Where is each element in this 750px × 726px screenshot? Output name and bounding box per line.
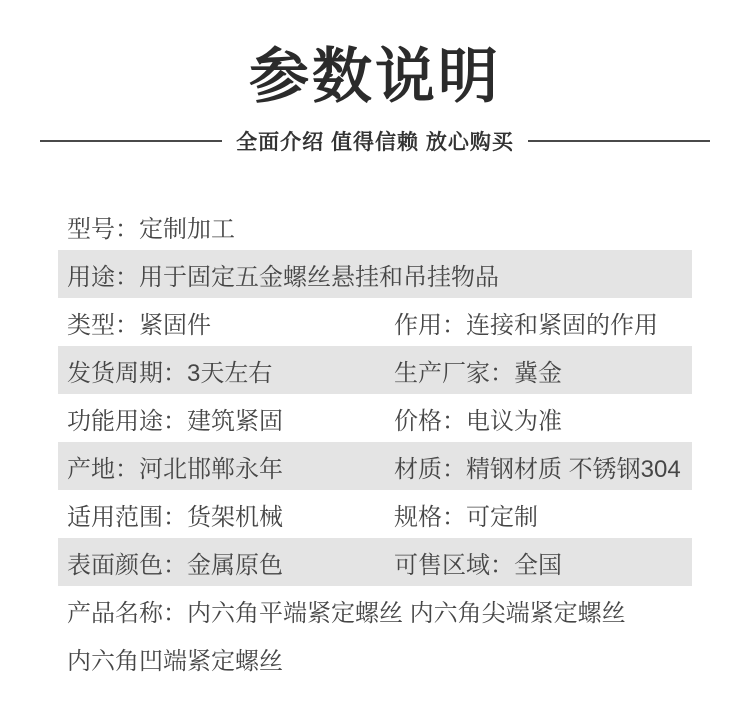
spec-row-delivery-manufacturer (58, 346, 692, 394)
subtitle-text: 全面介绍 值得信赖 放心购买 (236, 131, 514, 154)
page-title: 参数说明 (249, 43, 501, 110)
spec-row-product-name-cont (58, 634, 692, 682)
spec-label: 类型： (67, 311, 139, 339)
spec-value: 精钢材质 不锈钢304 (466, 455, 681, 483)
spec-label: 生产厂家： (394, 359, 514, 387)
spec-row-product-name (58, 586, 692, 634)
spec-label: 发货周期： (67, 359, 187, 387)
spec-cell-sale-region (385, 545, 692, 580)
spec-row-purpose-price (58, 394, 692, 442)
subtitle-left-rule (40, 140, 222, 142)
spec-label: 型号： (67, 215, 139, 243)
spec-cell-manufacturer (385, 353, 692, 388)
spec-cell-type (58, 305, 385, 340)
spec-label: 产地： (67, 455, 139, 483)
spec-label: 用途： (67, 263, 139, 291)
spec-cell-function (385, 305, 692, 340)
spec-cell-product-name-cont (58, 641, 692, 676)
spec-value: 定制加工 (139, 215, 235, 243)
spec-value: 连接和紧固的作用 (466, 311, 658, 339)
spec-table (58, 202, 692, 682)
spec-label: 产品名称： (67, 599, 187, 627)
spec-label: 表面颜色： (67, 551, 187, 579)
spec-cell-price (385, 401, 692, 436)
spec-row-type-function (58, 298, 692, 346)
spec-value: 金属原色 (187, 551, 283, 579)
subtitle-right-rule (528, 140, 710, 142)
spec-row-usage (58, 250, 692, 298)
spec-label: 可售区域： (394, 551, 514, 579)
spec-value: 河北邯郸永年 (139, 455, 283, 483)
spec-value: 内六角凹端紧定螺丝 (67, 647, 283, 675)
spec-value: 电议为准 (466, 407, 562, 435)
spec-value: 3天左右 (187, 359, 273, 387)
spec-label: 适用范围： (67, 503, 187, 531)
spec-row-model (58, 202, 692, 250)
spec-cell-surface-color (58, 545, 385, 580)
spec-row-scope-spec (58, 490, 692, 538)
spec-value: 紧固件 (139, 311, 211, 339)
spec-label: 规格： (394, 503, 466, 531)
spec-cell-spec (385, 497, 692, 532)
spec-label: 价格： (394, 407, 466, 435)
spec-row-origin-material (58, 442, 692, 490)
spec-cell-product-name (58, 593, 692, 628)
spec-value: 货架机械 (187, 503, 283, 531)
spec-cell-delivery (58, 353, 385, 388)
spec-cell-scope (58, 497, 385, 532)
spec-cell-material (385, 449, 692, 484)
spec-label: 材质： (394, 455, 466, 483)
subtitle-banner (40, 126, 710, 156)
spec-label: 功能用途： (67, 407, 187, 435)
spec-cell-purpose (58, 401, 385, 436)
spec-value: 可定制 (466, 503, 538, 531)
spec-value: 冀金 (514, 359, 562, 387)
spec-row-color-region (58, 538, 692, 586)
spec-cell-origin (58, 449, 385, 484)
spec-value: 内六角平端紧定螺丝 内六角尖端紧定螺丝 (187, 599, 626, 627)
spec-value: 用于固定五金螺丝悬挂和吊挂物品 (139, 263, 499, 291)
spec-value: 建筑紧固 (187, 407, 283, 435)
spec-label: 作用： (394, 311, 466, 339)
spec-cell-model (58, 209, 692, 244)
spec-cell-usage (58, 257, 692, 292)
spec-value: 全国 (514, 551, 562, 579)
